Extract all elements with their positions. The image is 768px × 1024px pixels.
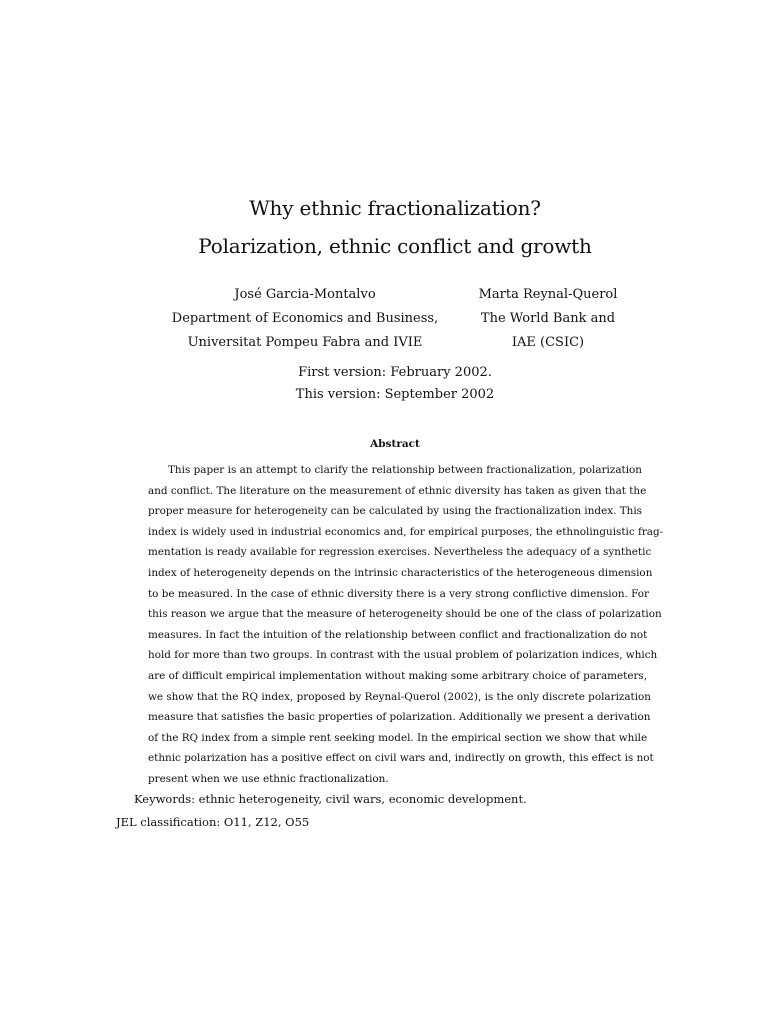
current-version: This version: September 2002 <box>295 387 495 402</box>
abstract-body <box>148 460 664 790</box>
abstract-line: index of heterogeneity depends on the intrinsic characteristics of the heterogeneous dimension <box>148 566 653 579</box>
abstract-line: we show that the RQ index, proposed by Reynal-Querol (2002), is the only discrete polarization <box>148 690 652 703</box>
jel-classification: JEL classification: O11, Z12, O55 <box>116 815 310 829</box>
author-name: Marta Reynal-Querol <box>478 287 618 302</box>
abstract-line: This paper is an attempt to clarify the relationship between fractionalization, polarization <box>168 464 642 476</box>
abstract-line: ethnic polarization has a positive effect on civil wars and, indirectly on growth, this effect is not <box>148 752 654 765</box>
abstract-line: this reason we argue that the measure of heterogeneity should be one of the class of polarization <box>148 608 662 621</box>
abstract-line: to be measured. In the case of ethnic diversity there is a very strong conflictive dimension. For <box>148 587 650 600</box>
abstract-line: of the RQ index from a simple rent seeking model. In the empirical section we show that while <box>148 731 648 744</box>
author-block-1 <box>165 283 445 355</box>
author-affiliation: Department of Economics and Business, <box>171 311 439 326</box>
paper-title: Why ethnic fractionalization? <box>249 196 541 220</box>
abstract-line: and conflict. The literature on the measurement of ethnic diversity has taken as given that the <box>148 484 647 497</box>
abstract-line: mentation is ready available for regression exercises. Nevertheless the adequacy of a synthetic <box>148 546 652 559</box>
abstract-line: measure that satisfies the basic properties of polarization. Additionally we present a derivation <box>148 711 651 724</box>
abstract-line: proper measure for heterogeneity can be calculated by using the fractionalization index. This <box>148 505 642 518</box>
abstract-line: index is widely used in industrial economics and, for empirical purposes, the ethnolinguistic frag- <box>148 525 664 538</box>
author-affiliation: Universitat Pompeu Fabra and IVIE <box>187 335 423 350</box>
abstract-line: measures. In fact the intuition of the relationship between conflict and fractionalization do not <box>148 628 648 641</box>
keywords: Keywords: ethnic heterogeneity, civil wars, economic development. <box>134 792 527 806</box>
author-affiliation: The World Bank and <box>480 311 616 326</box>
first-version: First version: February 2002. <box>298 365 492 380</box>
version-info <box>0 362 768 406</box>
author-affiliation: IAE (CSIC) <box>511 335 585 350</box>
abstract-line: are of difficult empirical implementation without making some arbitrary choice of parameters, <box>148 669 648 682</box>
abstract-heading: Abstract <box>370 438 420 450</box>
author-name: José Garcia-Montalvo <box>234 287 376 302</box>
author-block-2 <box>463 283 633 355</box>
abstract-line: present when we use ethnic fractionalization. <box>148 772 389 785</box>
paper-subtitle: Polarization, ethnic conflict and growth <box>198 234 592 258</box>
abstract-line: hold for more than two groups. In contrast with the usual problem of polarization indices, which <box>148 649 658 662</box>
